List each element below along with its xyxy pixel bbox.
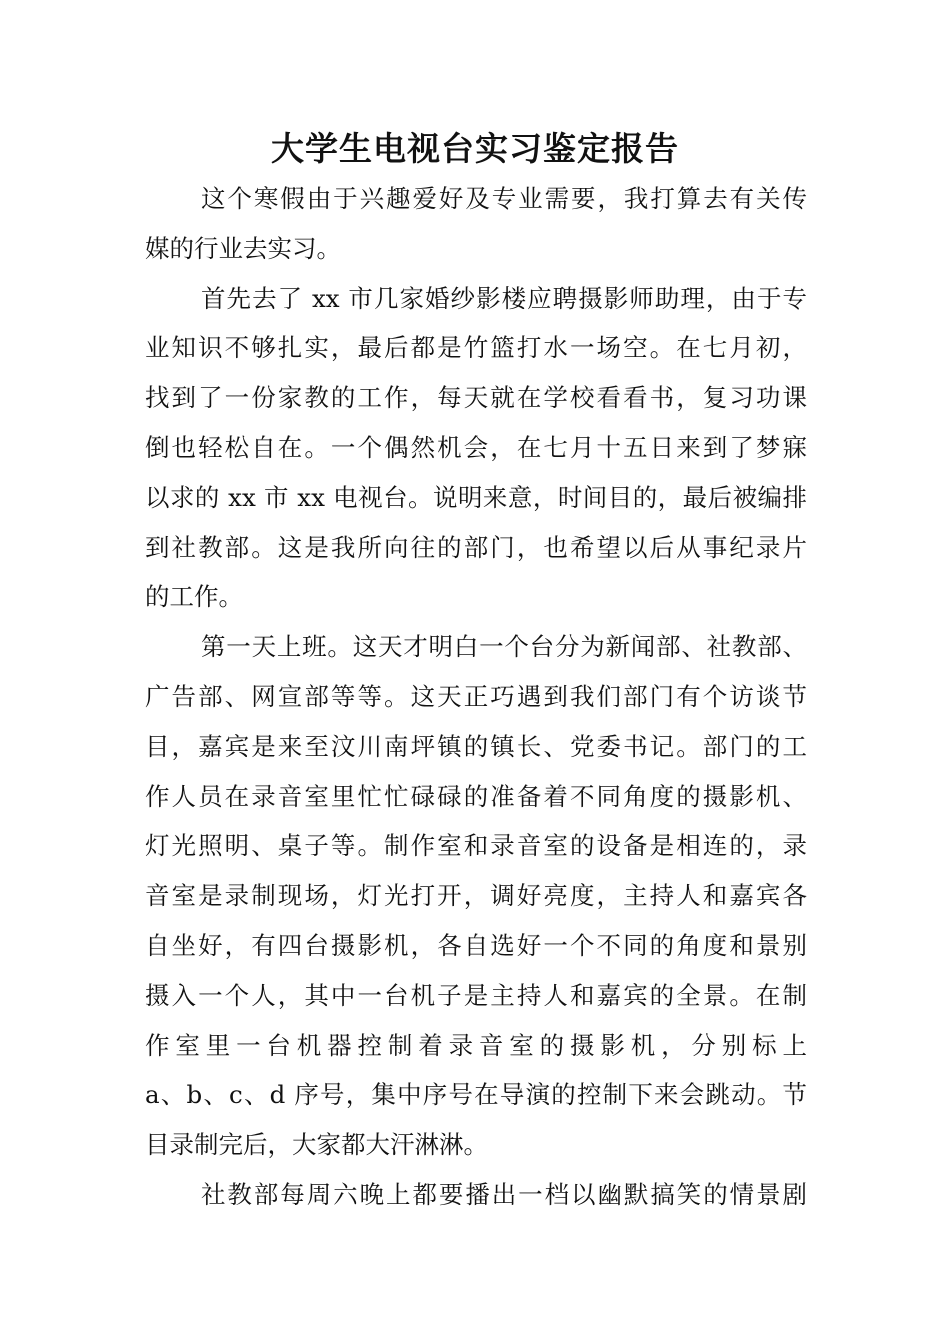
paragraph-2-line-4: 倒也轻松自在。一个偶然机会，在七月十五日来到了梦寐 [145,432,807,462]
paragraph-3-line-2: 广告部、网宣部等等。这天正巧遇到我们部门有个访谈节 [145,681,807,711]
paragraph-1-line-1: 这个寒假由于兴趣爱好及专业需要，我打算去有关传 [201,184,807,213]
paragraph-2-line-5: 以求的 xx 市 xx 电视台。说明来意，时间目的，最后被编排 [145,482,807,512]
paragraph-3-line-6: 音室是录制现场，灯光打开，调好亮度，主持人和嘉宾各 [145,881,807,911]
paragraph-4-line-1: 社教部每周六晚上都要播出一档以幽默搞笑的情景剧 [201,1179,807,1209]
paragraph-3-line-7: 自坐好，有四台摄影机，各自选好一个不同的角度和景别 [145,930,807,960]
paragraph-3-line-1: 第一天上班。这天才明白一个台分为新闻部、社教部、 [201,632,807,662]
paragraph-3-line-10: a、b、c、d 序号，集中序号在导演的控制下来会跳动。节 [145,1080,807,1110]
paragraph-3-line-11: 目录制完后，大家都大汗淋淋。 [145,1130,488,1160]
paragraph-3-line-9: 作室里一台机器控制着录音室的摄影机，分别标上 [145,1030,807,1060]
paragraph-3-line-3: 目，嘉宾是来至汶川南坪镇的镇长、党委书记。部门的工 [145,731,807,761]
paragraph-2-line-3: 找到了一份家教的工作，每天就在学校看看书，复习功课 [145,383,807,413]
paragraph-2-line-7: 的工作。 [145,582,243,612]
paragraph-1-line-2: 媒的行业去实习。 [145,233,341,263]
document-title: 大学生电视台实习鉴定报告 [271,129,679,168]
paragraph-3-line-8: 摄入一个人，其中一台机子是主持人和嘉宾的全景。在制 [145,980,807,1010]
paragraph-2-line-1: 首先去了 xx 市几家婚纱影楼应聘摄影师助理，由于专 [201,283,807,313]
paragraph-2-line-6: 到社教部。这是我所向往的部门，也希望以后从事纪录片 [145,532,807,562]
paragraph-2-line-2: 业知识不够扎实，最后都是竹篮打水一场空。在七月初， [145,333,807,363]
paragraph-3-line-4: 作人员在录音室里忙忙碌碌的准备着不同角度的摄影机、 [145,781,807,811]
document-body [145,174,807,1220]
paragraph-3-line-5: 灯光照明、桌子等。制作室和录音室的设备是相连的，录 [145,831,807,861]
